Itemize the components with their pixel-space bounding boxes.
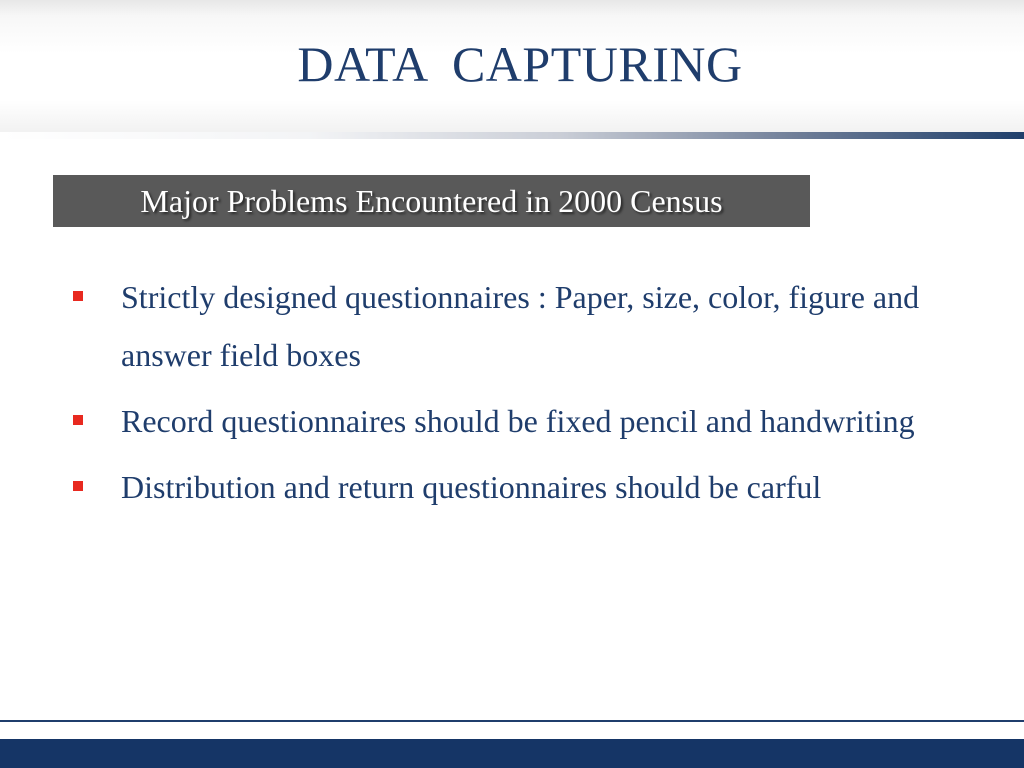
bullet-list [0,268,981,524]
bullet-text: Distribution and return questionnaires should be carful [121,469,822,505]
bullet-item [0,458,981,516]
red-square-bullet-icon [73,481,83,491]
slide-title: DATA CAPTURING [297,36,743,92]
red-square-bullet-icon [73,291,83,301]
footer-rule [0,720,1024,722]
bullet-item [0,392,981,450]
section-subtitle: Major Problems Encountered in 2000 Census [53,175,810,227]
bullet-item [0,268,981,384]
header-rule [0,132,1024,139]
bullet-text: Strictly designed questionnaires : Paper, size, color, figure and answer field boxes [121,279,920,373]
bullet-text: Record questionnaires should be fixed pencil and handwriting [121,403,915,439]
footer-band [0,739,1024,768]
red-square-bullet-icon [73,415,83,425]
